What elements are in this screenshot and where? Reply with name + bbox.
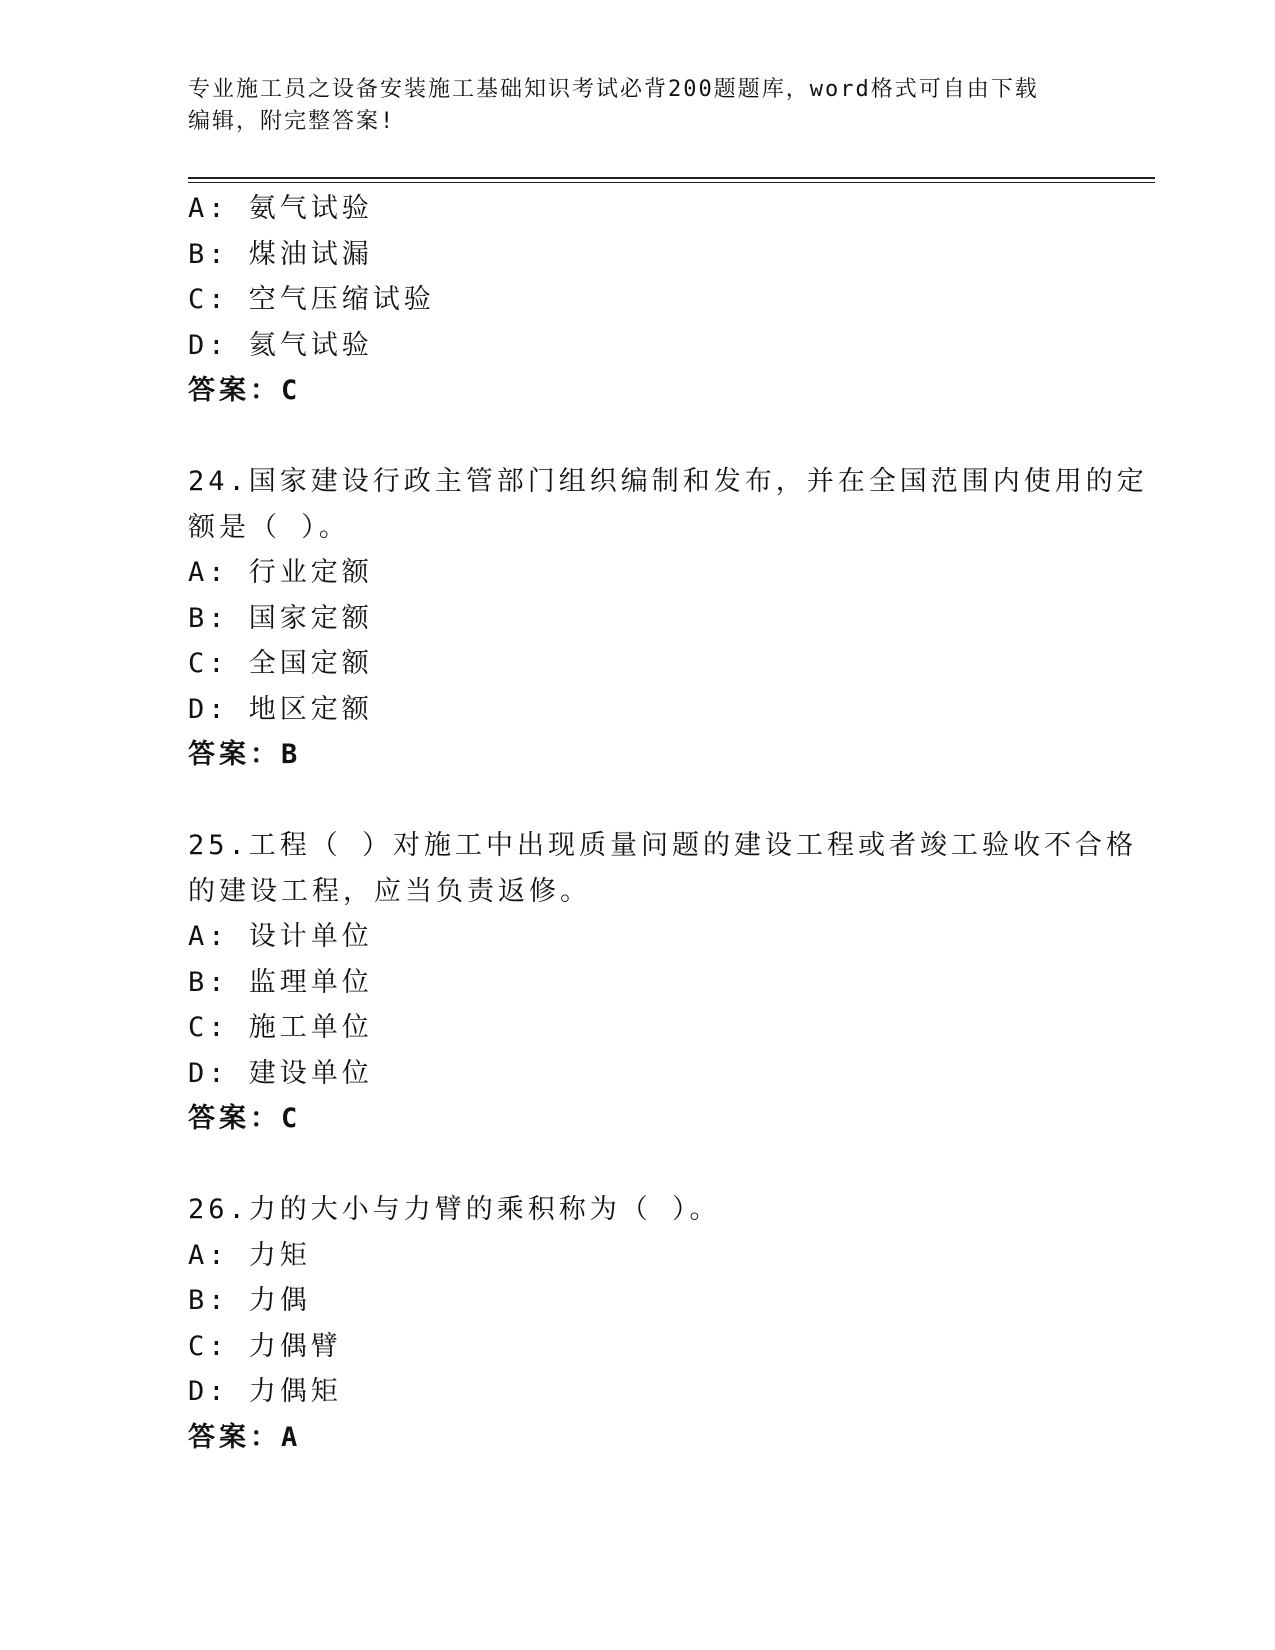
header-line-2: 编辑，附完整答案!	[188, 109, 396, 134]
option-c: C: 全国定额	[188, 648, 373, 679]
answer-line: 答案：C	[188, 1103, 302, 1134]
spacer	[188, 414, 1088, 460]
option-a: A: 行业定额	[188, 557, 373, 588]
option-d: D: 建设单位	[188, 1057, 373, 1089]
document-header	[188, 74, 1088, 138]
option-d: D: 氦气试验	[188, 329, 373, 361]
option-d: D: 地区定额	[188, 693, 373, 725]
question-stem-line: 25.工程（ ）对施工中出现质量问题的建设工程或者竣工验收不合格	[188, 830, 1138, 861]
answer-line: 答案：B	[188, 739, 302, 770]
spacer	[188, 778, 1088, 824]
question-stem-line: 额是（ ）。	[188, 511, 350, 543]
spacer	[188, 1142, 1088, 1188]
option-b: B: 煤油试漏	[188, 238, 373, 270]
option-c: C: 力偶臂	[188, 1330, 342, 1362]
header-divider	[188, 177, 1155, 183]
question-26	[188, 1187, 1088, 1460]
question-stem-line: 26.力的大小与力臂的乘积称为（ ）。	[188, 1194, 721, 1225]
answer-line: 答案：A	[188, 1421, 302, 1453]
question-25	[188, 823, 1138, 1142]
option-d: D: 力偶矩	[188, 1376, 342, 1407]
question-fragment	[188, 186, 1088, 414]
option-a: A: 氨气试验	[188, 193, 373, 224]
option-b: B: 监理单位	[188, 966, 373, 998]
question-stem-line: 的建设工程，应当负责返修。	[188, 875, 591, 907]
header-line-1: 专业施工员之设备安装施工基础知识考试必背200题题库，word格式可自由下载	[188, 77, 1039, 102]
option-c: C: 空气压缩试验	[188, 284, 435, 315]
option-a: A: 设计单位	[188, 921, 373, 952]
question-stem-line: 24.国家建设行政主管部门组织编制和发布，并在全国范围内使用的定	[188, 466, 1148, 497]
answer-line: 答案：C	[188, 375, 302, 406]
option-c: C: 施工单位	[188, 1012, 373, 1043]
option-a: A: 力矩	[188, 1239, 311, 1271]
option-b: B: 力偶	[188, 1285, 311, 1316]
option-b: B: 国家定额	[188, 602, 373, 634]
question-list	[188, 186, 1148, 1460]
question-24	[188, 459, 1148, 778]
